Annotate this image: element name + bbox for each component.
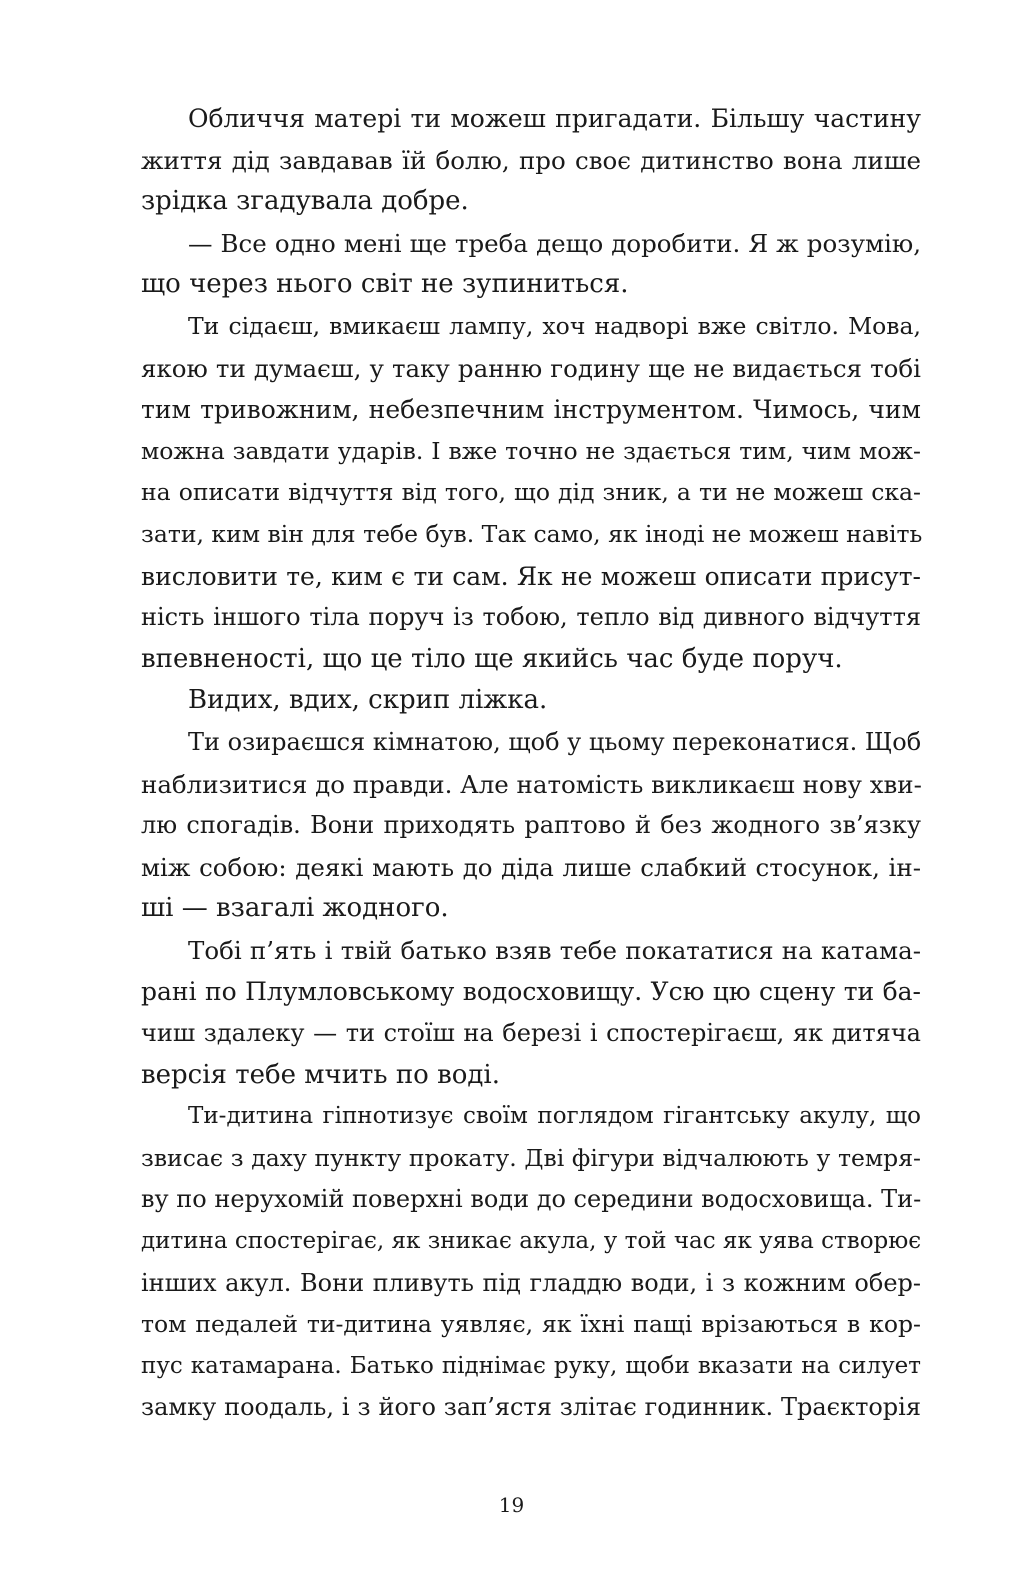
text-line: — Все одно мені ще треба дещо доробити. Я ж розумію, — [188, 228, 921, 258]
text-line: чиш здалеку — ти стоїш на березі і спостерігаєш, як дитяча — [141, 1019, 921, 1048]
text-line: Ти сідаєш, вмикаєш лампу, хоч надворі вже світло. Мова, — [188, 311, 921, 340]
text-line: висловити те, ким є ти сам. Як не можеш описати присут- — [141, 561, 921, 591]
text-line: тим тривожним, небезпечним інструментом. Чимось, чим — [141, 395, 921, 425]
text-line: том педалей ти-дитина уявляє, як їхні пащі врізаються в кор- — [141, 1310, 921, 1339]
text-line: замку поодаль, і з його зап’ястя злітає годинник. Траєкторія — [141, 1393, 921, 1422]
text-line: на описати відчуття від того, що дід зник, а ти не можеш ска- — [141, 478, 921, 507]
text-line: наблизитися до правди. Але натомість викликаєш нову хви- — [141, 769, 922, 799]
text-line: зати, ким він для тебе був. Так само, як іноді не можеш навіть — [141, 519, 923, 548]
text-line: Видих, вдих, скрип ліжка. — [188, 685, 548, 716]
text-line: Ти озираєшся кімнатою, щоб у цьому переконатися. Щоб — [188, 727, 922, 756]
text-line: ву по нерухомій поверхні води до середини водосховища. Ти- — [141, 1185, 922, 1214]
text-line: рані по Плумловському водосховищу. Усю цю сцену ти ба- — [141, 977, 921, 1007]
text-line: можна завдати ударів. І вже точно не здається тим, чим мож- — [141, 436, 921, 465]
text-line: версія тебе мчить по воді. — [141, 1059, 500, 1090]
text-line: якою ти думаєш, у таку ранню годину ще не видається тобі — [141, 353, 921, 383]
text-line: лю спогадів. Вони приходять раптово й без жодного зв’язку — [141, 811, 921, 840]
text-line: дитина спостерігає, як зникає акула, у той час як уява створює — [141, 1228, 922, 1255]
body-text — [141, 98, 921, 1429]
text-line: Обличчя матері ти можеш пригадати. Більшу частину — [188, 104, 921, 133]
text-line: життя дід завдавав їй болю, про своє дитинство вона лише — [141, 145, 921, 175]
text-line: між собою: деякі мають до діда лише слабкий стосунок, ін- — [141, 852, 921, 882]
text-line: інших акул. Вони пливуть під гладдю води, і з кожним обер- — [141, 1268, 921, 1297]
text-line: що через нього світ не зупиниться. — [141, 269, 629, 300]
page-number: 19 — [498, 1493, 525, 1517]
text-line: Тобі п’ять і твій батько взяв тебе покататися на катама- — [188, 935, 921, 965]
text-line: впевненості, що це тіло ще якийсь час буде поруч. — [141, 643, 843, 674]
text-line: звисає з даху пункту прокату. Дві фігури відчалюють у темря- — [141, 1143, 921, 1172]
text-line: Ти-дитина гіпнотизує своїм поглядом гігантську акулу, що — [188, 1103, 921, 1130]
text-line: ші — взагалі жодного. — [141, 893, 449, 924]
text-line: пус катамарана. Батько піднімає руку, щоби вказати на силует — [141, 1352, 921, 1379]
text-line: ність іншого тіла поруч із тобою, тепло від дивного відчуття — [141, 603, 921, 632]
text-line: зрідка згадувала добре. — [141, 186, 469, 217]
